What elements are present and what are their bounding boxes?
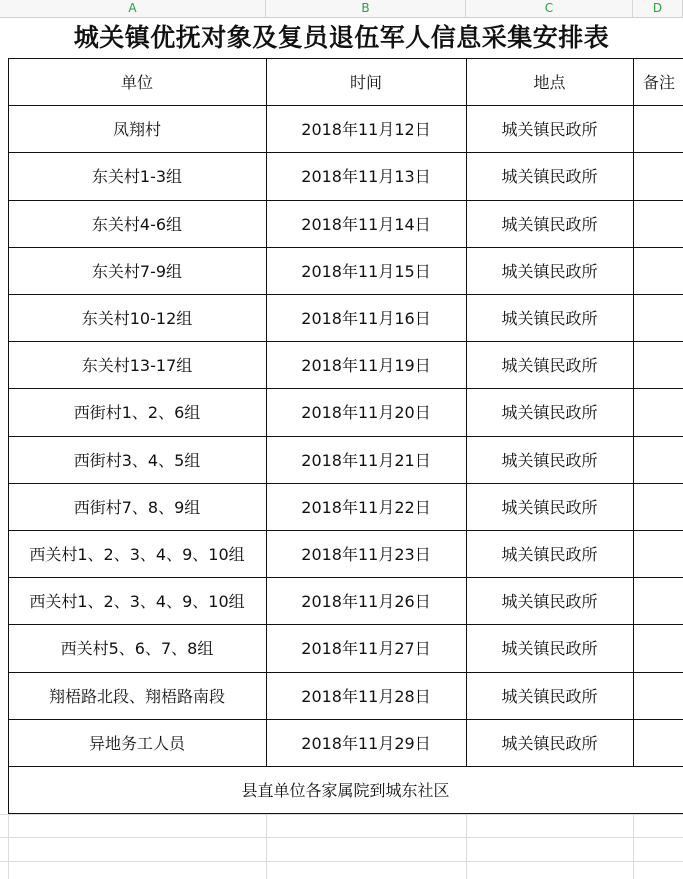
cell-place[interactable]: 城关镇民政所	[501, 592, 598, 611]
cell-date[interactable]: 2018年11月29日	[301, 734, 431, 753]
cell-unit[interactable]: 翔梧路北段、翔梧路南段	[48, 687, 225, 706]
cell-date[interactable]: 2018年11月14日	[301, 215, 431, 234]
cell-unit[interactable]: 西街村1、2、6组	[73, 403, 201, 422]
cell-date[interactable]: 2018年11月12日	[301, 120, 431, 139]
cell-date[interactable]: 2018年11月13日	[301, 167, 431, 186]
cell-remark[interactable]	[633, 341, 683, 388]
cell-remark[interactable]	[633, 388, 683, 435]
empty-col-line	[266, 813, 267, 879]
cell-unit[interactable]: 凤翔村	[112, 120, 161, 139]
cell-remark[interactable]	[633, 294, 683, 341]
cell-place[interactable]: 城关镇民政所	[501, 734, 598, 753]
cell-date[interactable]: 2018年11月21日	[301, 451, 431, 470]
cell-remark[interactable]	[633, 719, 683, 766]
cell-place[interactable]: 城关镇民政所	[501, 309, 598, 328]
cell-place[interactable]: 城关镇民政所	[501, 403, 598, 422]
cell-date[interactable]: 2018年11月28日	[301, 687, 431, 706]
column-letter-c[interactable]: C	[466, 0, 633, 17]
cell-unit[interactable]: 西街村3、4、5组	[73, 451, 201, 470]
cell-date[interactable]: 2018年11月22日	[301, 498, 431, 517]
footer-note-cell[interactable]: 县直单位各家属院到城东社区	[241, 781, 450, 800]
cell-unit[interactable]: 西街村7、8、9组	[73, 498, 201, 517]
cell-place[interactable]: 城关镇民政所	[501, 215, 598, 234]
column-letter-b[interactable]: B	[266, 0, 466, 17]
cell-unit[interactable]: 东关村7-9组	[91, 262, 183, 281]
empty-row-line	[0, 861, 683, 862]
header-time[interactable]: 时间	[349, 73, 382, 92]
cell-place[interactable]: 城关镇民政所	[501, 639, 598, 658]
empty-row-line	[0, 837, 683, 838]
cell-place[interactable]: 城关镇民政所	[501, 120, 598, 139]
cell-place[interactable]: 城关镇民政所	[501, 262, 598, 281]
cell-unit[interactable]: 异地务工人员	[88, 734, 185, 753]
column-letter-d[interactable]: D	[633, 0, 683, 17]
sheet-title[interactable]: 城关镇优抚对象及复员退伍军人信息采集安排表	[73, 23, 610, 52]
cell-remark[interactable]	[633, 483, 683, 530]
cell-unit[interactable]: 东关村1-3组	[91, 167, 183, 186]
cell-unit[interactable]: 东关村4-6组	[91, 215, 183, 234]
cell-unit[interactable]: 西关村5、6、7、8组	[60, 639, 214, 658]
cell-date[interactable]: 2018年11月16日	[301, 309, 431, 328]
header-place[interactable]: 地点	[533, 73, 566, 92]
cell-remark[interactable]	[633, 530, 683, 577]
cell-place[interactable]: 城关镇民政所	[501, 451, 598, 470]
cell-date[interactable]: 2018年11月23日	[301, 545, 431, 564]
cell-remark[interactable]	[633, 152, 683, 199]
cell-date[interactable]: 2018年11月26日	[301, 592, 431, 611]
header-remark[interactable]: 备注	[643, 73, 676, 92]
cell-place[interactable]: 城关镇民政所	[501, 167, 598, 186]
cell-remark[interactable]	[633, 436, 683, 483]
cell-date[interactable]: 2018年11月20日	[301, 403, 431, 422]
cell-date[interactable]: 2018年11月19日	[301, 356, 431, 375]
cell-remark[interactable]	[633, 200, 683, 247]
cell-unit[interactable]: 西关村1、2、3、4、9、10组	[29, 545, 245, 564]
cell-remark[interactable]	[633, 105, 683, 152]
empty-row-line	[0, 814, 683, 815]
cell-date[interactable]: 2018年11月15日	[301, 262, 431, 281]
cell-remark[interactable]	[633, 577, 683, 624]
cell-remark[interactable]	[633, 672, 683, 719]
empty-col-line	[466, 813, 467, 879]
header-unit[interactable]: 单位	[120, 73, 153, 92]
cell-place[interactable]: 城关镇民政所	[501, 545, 598, 564]
cell-date[interactable]: 2018年11月27日	[301, 639, 431, 658]
column-letter-a[interactable]: A	[0, 0, 266, 17]
cell-unit[interactable]: 西关村1、2、3、4、9、10组	[29, 592, 245, 611]
cell-place[interactable]: 城关镇民政所	[501, 356, 598, 375]
cell-remark[interactable]	[633, 247, 683, 294]
row-border	[8, 813, 683, 814]
column-header-bar	[0, 0, 683, 18]
cell-remark[interactable]	[633, 624, 683, 671]
cell-place[interactable]: 城关镇民政所	[501, 687, 598, 706]
empty-col-line	[633, 813, 634, 879]
empty-col-line	[8, 813, 9, 879]
cell-unit[interactable]: 东关村13-17组	[81, 356, 193, 375]
cell-place[interactable]: 城关镇民政所	[501, 498, 598, 517]
cell-unit[interactable]: 东关村10-12组	[81, 309, 193, 328]
